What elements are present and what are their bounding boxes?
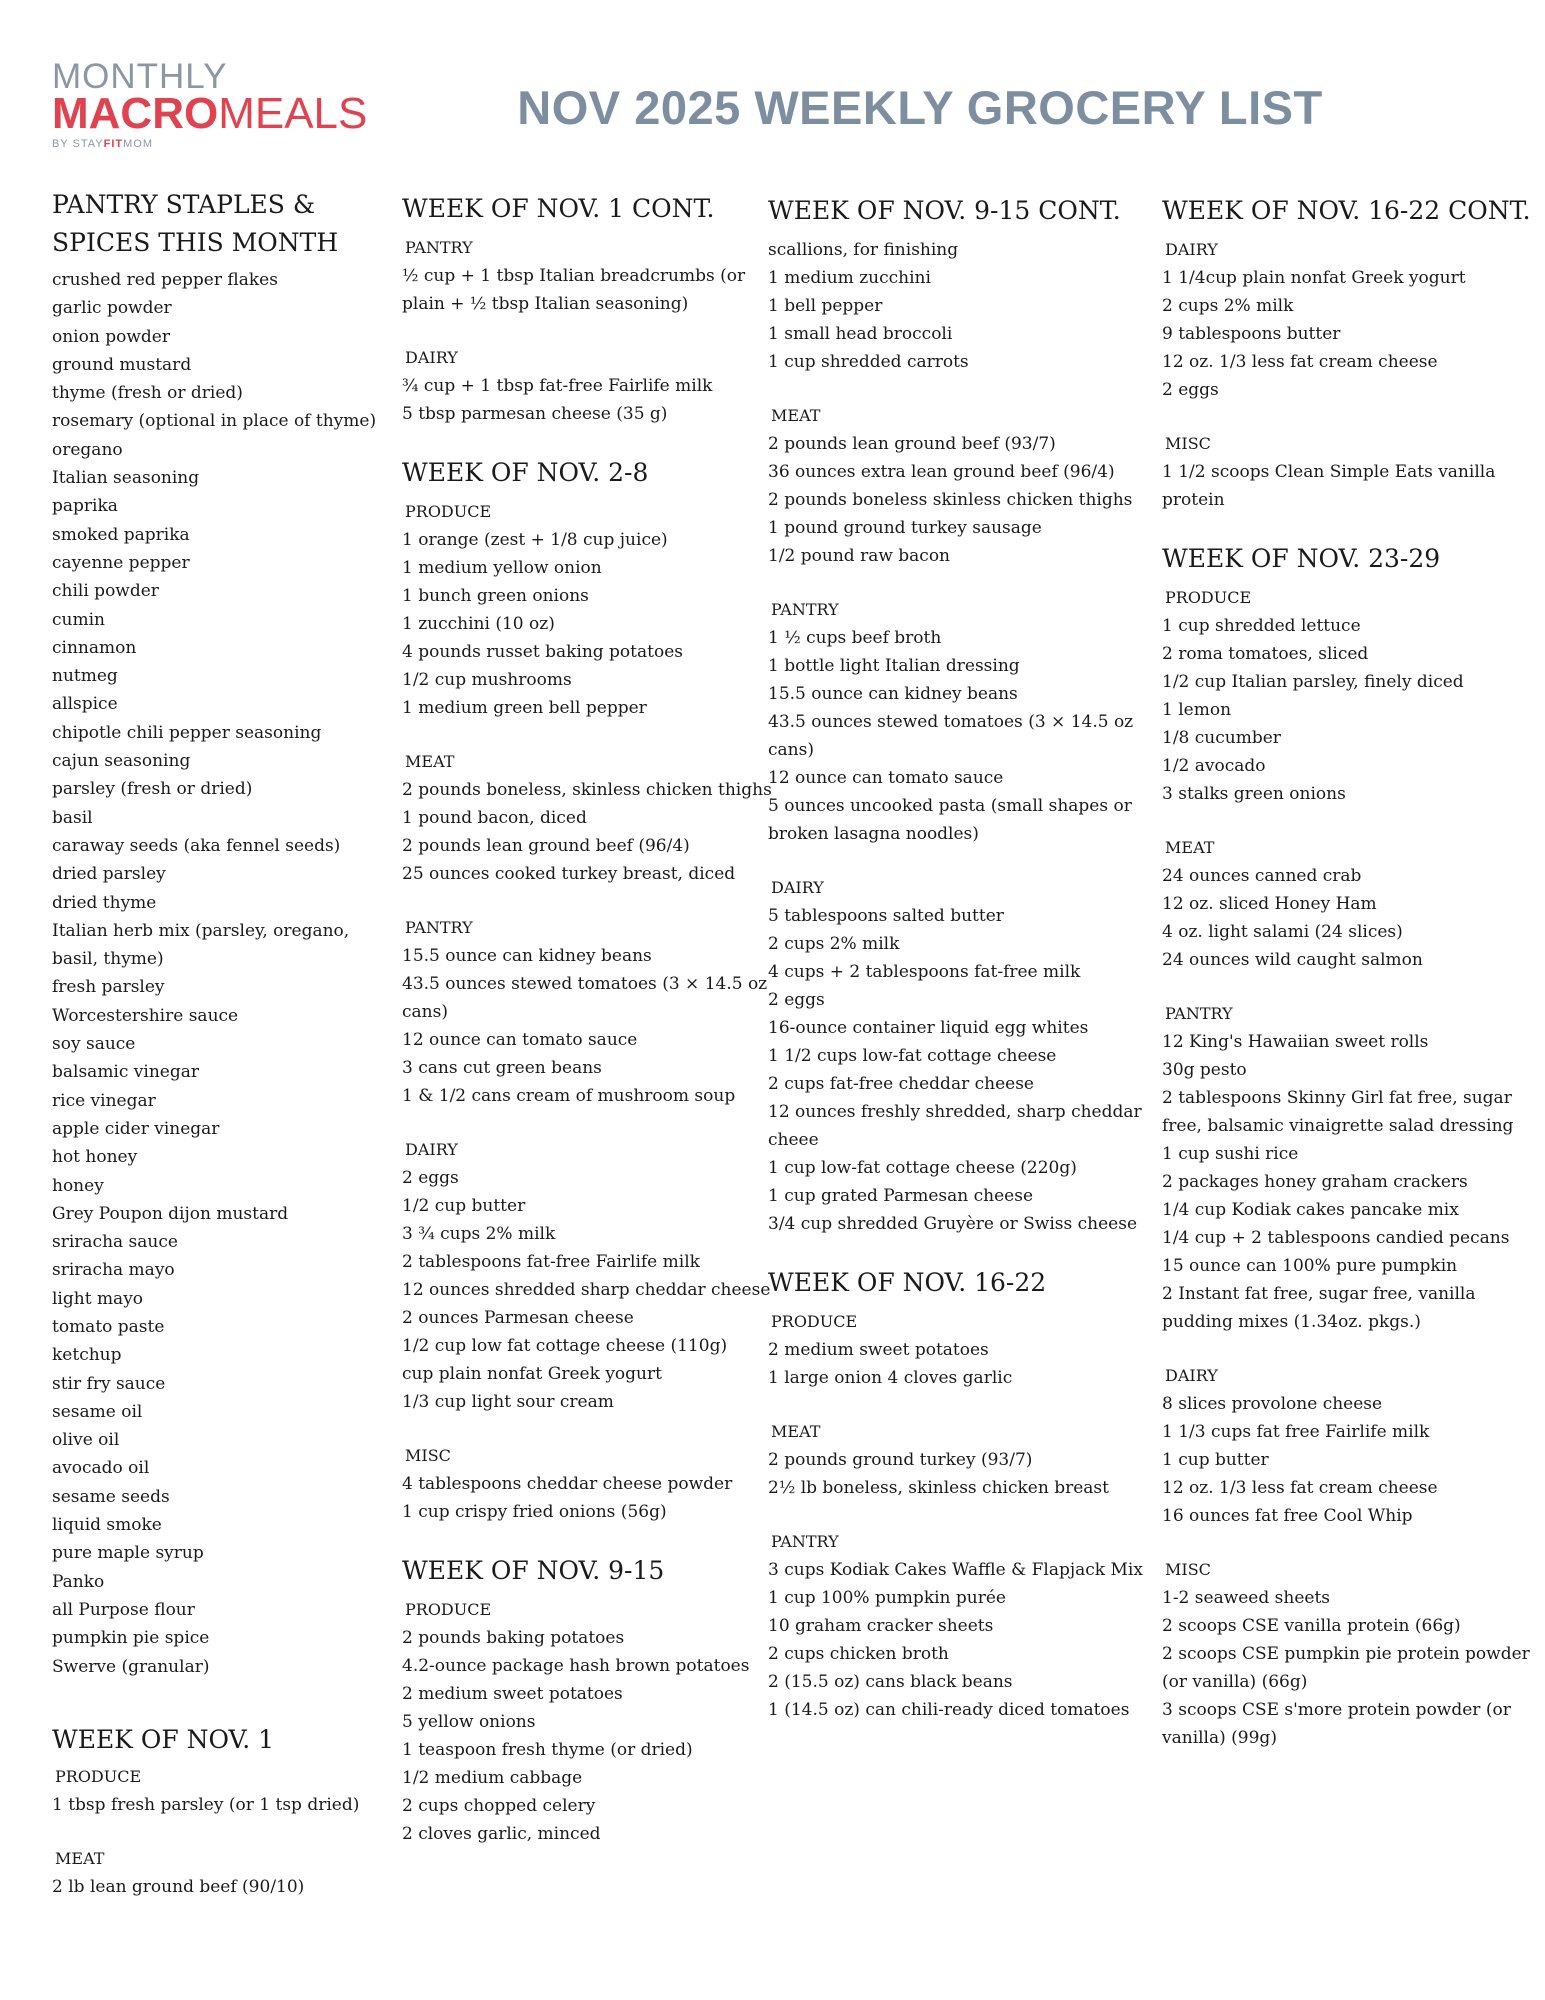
grocery-item: sesame oil xyxy=(52,1401,143,1422)
grocery-item: caraway seeds (aka fennel seeds) xyxy=(52,835,341,856)
category-group xyxy=(402,914,772,1110)
grocery-item: 2 cups 2% milk xyxy=(768,934,900,954)
category-group xyxy=(1162,1000,1542,1336)
grocery-item: 1 teaspoon fresh thyme (or dried) xyxy=(402,1740,693,1760)
category-group xyxy=(1162,430,1542,514)
category-label: PRODUCE xyxy=(405,1600,492,1619)
grocery-item: ketchup xyxy=(52,1345,122,1366)
grocery-item: 3/4 cup shredded Gruyère or Swiss cheese xyxy=(768,1214,1138,1234)
grocery-item: 16-ounce container liquid egg whites xyxy=(768,1018,1089,1038)
grocery-item: 2½ lb boneless, skinless chicken breast xyxy=(768,1478,1109,1498)
grocery-item: 1 ½ cups beef broth xyxy=(768,628,942,648)
category-label: MISC xyxy=(1165,1560,1211,1579)
grocery-item: 2 eggs xyxy=(402,1168,459,1188)
grocery-item: honey xyxy=(52,1175,104,1196)
category-label: DAIRY xyxy=(771,878,824,897)
grocery-item: 1 small head broccoli xyxy=(768,324,953,344)
grocery-item: light mayo xyxy=(52,1288,144,1309)
grocery-item: 8 slices provolone cheese xyxy=(1162,1394,1383,1414)
grocery-item: 5 ounces uncooked pasta (small shapes or broken lasagna noodles) xyxy=(768,796,1132,844)
grocery-item: 1 1/4cup plain nonfat Greek yogurt xyxy=(1162,268,1466,288)
grocery-item: 2 tablespoons Skinny Girl fat free, sugar free, balsamic vinaigrette salad dressing xyxy=(1162,1088,1514,1136)
category-label: PRODUCE xyxy=(1165,588,1252,607)
grocery-item: fresh parsley xyxy=(52,977,165,998)
grocery-item: 1/2 pound raw bacon xyxy=(768,546,951,566)
logo-macromeals: MACROMEALS xyxy=(52,89,368,138)
grocery-item: 4.2-ounce package hash brown potatoes xyxy=(402,1656,750,1676)
category-group xyxy=(768,402,1148,570)
section-heading: WEEK OF NOV. 9-15 CONT. xyxy=(768,196,1121,225)
grocery-item: soy sauce xyxy=(52,1034,136,1055)
grocery-item: pure maple syrup xyxy=(52,1543,204,1564)
grocery-item: 12 King's Hawaiian sweet rolls xyxy=(1162,1032,1429,1052)
category-group xyxy=(768,1528,1148,1724)
grocery-item: balsamic vinegar xyxy=(52,1062,199,1083)
category-group xyxy=(402,344,772,428)
grocery-item: 9 tablespoons butter xyxy=(1162,324,1341,344)
grocery-item: 4 pounds russet baking potatoes xyxy=(402,642,683,662)
grocery-item: 2 (15.5 oz) cans black beans xyxy=(768,1672,1013,1692)
grocery-item: 2 pounds lean ground beef (93/7) xyxy=(768,434,1056,454)
grocery-item: olive oil xyxy=(52,1430,120,1451)
grocery-item: ¾ cup + 1 tbsp fat-free Fairlife milk xyxy=(402,376,713,396)
section-heading: WEEK OF NOV. 16-22 xyxy=(768,1268,1047,1297)
grocery-item: 3 cans cut green beans xyxy=(402,1058,602,1078)
grocery-item: Grey Poupon dijon mustard xyxy=(52,1203,289,1224)
grocery-item: ground mustard xyxy=(52,354,192,375)
grocery-item: 2 ounces Parmesan cheese xyxy=(402,1308,634,1328)
grocery-item: 1 cup shredded lettuce xyxy=(1162,616,1361,636)
grocery-item: 1 cup 100% pumpkin purée xyxy=(768,1588,1006,1608)
grocery-item: 24 ounces canned crab xyxy=(1162,866,1362,886)
grocery-item: 1/2 cup butter xyxy=(402,1196,526,1216)
section-heading: PANTRY STAPLES & SPICES THIS MONTH xyxy=(52,190,339,257)
category-label: DAIRY xyxy=(1165,1366,1218,1385)
grocery-item: thyme (fresh or dried) xyxy=(52,383,243,404)
grocery-item: 43.5 ounces stewed tomatoes (3 × 14.5 oz cans) xyxy=(768,712,1134,760)
grocery-item: 1 zucchini (10 oz) xyxy=(402,614,555,634)
grocery-item: 2 lb lean ground beef (90/10) xyxy=(52,1877,305,1898)
grocery-item: 2 scoops CSE pumpkin pie protein powder (or vanilla) (66g) xyxy=(1162,1644,1530,1692)
grocery-item: 1 cup low-fat cottage cheese (220g) xyxy=(768,1158,1077,1178)
grocery-item: 2 scoops CSE vanilla protein (66g) xyxy=(1162,1616,1461,1636)
grocery-item: 15 ounce can 100% pure pumpkin xyxy=(1162,1256,1458,1276)
grocery-item: 2 cups fat-free cheddar cheese xyxy=(768,1074,1034,1094)
grocery-item: 1/2 cup Italian parsley, finely diced xyxy=(1162,672,1464,692)
grocery-item: 12 oz. 1/3 less fat cream cheese xyxy=(1162,352,1438,372)
grocery-item: 1 cup sushi rice xyxy=(1162,1144,1299,1164)
grocery-item: 1 cup butter xyxy=(1162,1450,1269,1470)
grocery-item: allspice xyxy=(52,694,118,715)
grocery-item: 1/2 cup low fat cottage cheese (110g) xyxy=(402,1336,728,1356)
grocery-item: paprika xyxy=(52,496,118,517)
grocery-item: 25 ounces cooked turkey breast, diced xyxy=(402,864,736,884)
grocery-item: hot honey xyxy=(52,1147,138,1168)
grocery-item: rosemary (optional in place of thyme) xyxy=(52,411,377,432)
grocery-item: garlic powder xyxy=(52,298,172,319)
grocery-item: cayenne pepper xyxy=(52,552,190,573)
grocery-item: sesame seeds xyxy=(52,1486,170,1507)
grocery-item: 43.5 ounces stewed tomatoes (3 × 14.5 oz cans) xyxy=(402,974,768,1022)
grocery-item: Panko xyxy=(52,1571,105,1592)
grocery-item: rice vinegar xyxy=(52,1090,156,1111)
grocery-item: 1 1/2 cups low-fat cottage cheese xyxy=(768,1046,1057,1066)
grocery-item: 15.5 ounce can kidney beans xyxy=(768,684,1018,704)
grocery-item: dried parsley xyxy=(52,864,166,885)
grocery-item: sriracha sauce xyxy=(52,1232,178,1253)
category-group xyxy=(1162,236,1542,404)
grocery-item: Swerve (granular) xyxy=(52,1656,210,1677)
grocery-item: 36 ounces extra lean ground beef (96/4) xyxy=(768,462,1115,482)
category-label: MEAT xyxy=(405,752,455,771)
grocery-item: 1 lemon xyxy=(1162,700,1232,720)
grocery-item: sriracha mayo xyxy=(52,1260,175,1281)
grocery-item: 2 packages honey graham crackers xyxy=(1162,1172,1468,1192)
grocery-item: 1 cup crispy fried onions (56g) xyxy=(402,1502,667,1522)
category-group xyxy=(1162,834,1542,974)
category-label: MISC xyxy=(405,1446,451,1465)
grocery-item: Italian herb mix (parsley, oregano, basil, thyme) xyxy=(52,920,350,970)
category-group xyxy=(402,498,772,722)
grocery-item: 2 roma tomatoes, sliced xyxy=(1162,644,1369,664)
section-heading: WEEK OF NOV. 2-8 xyxy=(402,458,649,487)
category-group xyxy=(768,1308,1148,1392)
logo-byline: BY STAYFITMOM xyxy=(52,138,154,150)
grocery-item: cinnamon xyxy=(52,637,137,658)
category-label: DAIRY xyxy=(405,1140,458,1159)
grocery-item: 1/2 medium cabbage xyxy=(402,1768,583,1788)
category-label: PRODUCE xyxy=(405,502,492,521)
grocery-item: dried thyme xyxy=(52,892,157,913)
grocery-item: 1 1/3 cups fat free Fairlife milk xyxy=(1162,1422,1430,1442)
grocery-item: 12 ounce can tomato sauce xyxy=(768,768,1004,788)
grocery-item: onion powder xyxy=(52,326,170,347)
grocery-item: scallions, for finishing xyxy=(768,240,959,260)
grocery-item: 1 cup shredded carrots xyxy=(768,352,969,372)
category-label: PANTRY xyxy=(1165,1004,1233,1023)
grocery-item: Italian seasoning xyxy=(52,468,200,489)
grocery-item: ½ cup + 1 tbsp Italian breadcrumbs (or plain + ½ tbsp Italian seasoning) xyxy=(402,266,746,314)
week-section xyxy=(402,1552,772,1848)
grocery-item: 2 eggs xyxy=(1162,380,1219,400)
grocery-item: 2 pounds ground turkey (93/7) xyxy=(768,1450,1033,1470)
grocery-item: stir fry sauce xyxy=(52,1373,166,1394)
category-label: PANTRY xyxy=(405,238,473,257)
week-section xyxy=(768,1264,1148,1724)
grocery-item: 12 ounces freshly shredded, sharp cheddar cheee xyxy=(768,1102,1142,1150)
grocery-item: 1 tbsp fresh parsley (or 1 tsp dried) xyxy=(52,1794,360,1815)
grocery-item: 4 cups + 2 tablespoons fat-free milk xyxy=(768,962,1081,982)
category-group xyxy=(52,1845,392,1901)
grocery-item: avocado oil xyxy=(52,1458,150,1479)
category-label: MEAT xyxy=(771,406,821,425)
grocery-item: 12 ounce can tomato sauce xyxy=(402,1030,638,1050)
grocery-item: 2 cups chopped celery xyxy=(402,1796,596,1816)
category-label: PANTRY xyxy=(771,1532,839,1551)
grocery-item: smoked paprika xyxy=(52,524,190,545)
category-label: DAIRY xyxy=(1165,240,1218,259)
grocery-item: basil xyxy=(52,807,93,828)
grocery-item: 2 cups chicken broth xyxy=(768,1644,949,1664)
column-3 xyxy=(768,192,1148,1750)
week-section xyxy=(402,190,772,428)
grocery-item: 2 tablespoons fat-free Fairlife milk xyxy=(402,1252,700,1272)
brand-logo xyxy=(52,57,382,150)
grocery-item: 4 oz. light salami (24 slices) xyxy=(1162,922,1403,942)
grocery-item: 1 bell pepper xyxy=(768,296,883,316)
grocery-item: 1 cup grated Parmesan cheese xyxy=(768,1186,1034,1206)
grocery-item: chipotle chili pepper seasoning xyxy=(52,722,322,743)
grocery-item: 2 pounds boneless, skinless chicken thighs xyxy=(402,780,772,800)
grocery-item: 24 ounces wild caught salmon xyxy=(1162,950,1423,970)
grocery-item: 2 medium sweet potatoes xyxy=(768,1340,989,1360)
week-section xyxy=(402,454,772,1526)
grocery-item: 1 bunch green onions xyxy=(402,586,589,606)
grocery-item: 1 1/2 scoops Clean Simple Eats vanilla protein xyxy=(1162,462,1496,510)
section-heading: WEEK OF NOV. 1 xyxy=(52,1724,275,1754)
category-label: PRODUCE xyxy=(55,1766,142,1786)
category-label: PANTRY xyxy=(405,918,473,937)
category-group xyxy=(402,1136,772,1416)
section-heading: WEEK OF NOV. 23-29 xyxy=(1162,544,1441,573)
column-1 xyxy=(52,186,392,1927)
category-label: DAIRY xyxy=(405,348,458,367)
grocery-item: oregano xyxy=(52,439,123,460)
grocery-item: 1 large onion 4 cloves garlic xyxy=(768,1368,1013,1388)
grocery-item: 1 medium yellow onion xyxy=(402,558,602,578)
grocery-item: 3 stalks green onions xyxy=(1162,784,1346,804)
section-heading: WEEK OF NOV. 16-22 CONT. xyxy=(1162,196,1531,225)
category-group xyxy=(768,236,1148,376)
category-group xyxy=(402,1596,772,1848)
grocery-item: all Purpose flour xyxy=(52,1599,195,1620)
grocery-item: 3 ¾ cups 2% milk xyxy=(402,1224,556,1244)
grocery-item: apple cider vinegar xyxy=(52,1118,220,1139)
grocery-item: 2 cloves garlic, minced xyxy=(402,1824,601,1844)
grocery-item: 12 oz. sliced Honey Ham xyxy=(1162,894,1377,914)
grocery-item: 3 cups Kodiak Cakes Waffle & Flapjack Mix xyxy=(768,1560,1143,1580)
week-section xyxy=(1162,192,1542,514)
grocery-item: cup plain nonfat Greek yogurt xyxy=(402,1364,662,1384)
week-section xyxy=(52,186,392,1681)
grocery-item: 1/3 cup light sour cream xyxy=(402,1392,614,1412)
category-group xyxy=(402,748,772,888)
grocery-item: parsley (fresh or dried) xyxy=(52,779,253,800)
category-group xyxy=(768,1418,1148,1502)
grocery-item: 1/4 cup + 2 tablespoons candied pecans xyxy=(1162,1228,1510,1248)
category-group xyxy=(402,234,772,318)
grocery-item: 5 tablespoons salted butter xyxy=(768,906,1004,926)
category-group xyxy=(52,1763,392,1819)
category-group xyxy=(768,874,1148,1238)
category-label: MEAT xyxy=(771,1422,821,1441)
category-label: PRODUCE xyxy=(771,1312,858,1331)
category-group xyxy=(52,266,392,1681)
grocery-item: 1/4 cup Kodiak cakes pancake mix xyxy=(1162,1200,1459,1220)
grocery-item: 1-2 seaweed sheets xyxy=(1162,1588,1331,1608)
category-group xyxy=(1162,1362,1542,1530)
category-label: MEAT xyxy=(1165,838,1215,857)
grocery-item: 1 & 1/2 cans cream of mushroom soup xyxy=(402,1086,736,1106)
category-group xyxy=(402,1442,772,1526)
grocery-item: 1/2 avocado xyxy=(1162,756,1266,776)
grocery-item: pumpkin pie spice xyxy=(52,1628,210,1649)
grocery-item: liquid smoke xyxy=(52,1515,162,1536)
grocery-item: 1/8 cucumber xyxy=(1162,728,1281,748)
category-label: MEAT xyxy=(55,1849,105,1869)
grocery-item: 5 tbsp parmesan cheese (35 g) xyxy=(402,404,668,424)
grocery-item: 12 ounces shredded sharp cheddar cheese xyxy=(402,1280,771,1300)
grocery-item: 2 Instant fat free, sugar free, vanilla pudding mixes (1.34oz. pkgs.) xyxy=(1162,1284,1476,1332)
column-2 xyxy=(402,190,772,1874)
grocery-item: 1 medium green bell pepper xyxy=(402,698,647,718)
page-title: NOV 2025 WEEKLY GROCERY LIST xyxy=(517,81,1323,134)
grocery-item: 1 medium zucchini xyxy=(768,268,931,288)
grocery-item: 1 (14.5 oz) can chili-ready diced tomatoes xyxy=(768,1700,1130,1720)
grocery-item: 3 scoops CSE s'more protein powder (or vanilla) (99g) xyxy=(1162,1700,1511,1748)
grocery-item: cumin xyxy=(52,609,105,630)
category-group xyxy=(1162,584,1542,808)
grocery-item: 2 pounds lean ground beef (96/4) xyxy=(402,836,690,856)
grocery-item: 2 pounds baking potatoes xyxy=(402,1628,625,1648)
grocery-item: 12 oz. 1/3 less fat cream cheese xyxy=(1162,1478,1438,1498)
grocery-item: 2 medium sweet potatoes xyxy=(402,1684,623,1704)
week-section xyxy=(1162,540,1542,1752)
grocery-item: 2 eggs xyxy=(768,990,825,1010)
section-heading: WEEK OF NOV. 9-15 xyxy=(402,1556,665,1585)
grocery-item: nutmeg xyxy=(52,666,118,687)
grocery-item: 4 tablespoons cheddar cheese powder xyxy=(402,1474,733,1494)
grocery-item: 1 bottle light Italian dressing xyxy=(768,656,1020,676)
grocery-item: Worcestershire sauce xyxy=(52,1005,239,1026)
grocery-item: tomato paste xyxy=(52,1316,165,1337)
grocery-item: 30g pesto xyxy=(1162,1060,1247,1080)
grocery-item: 2 cups 2% milk xyxy=(1162,296,1294,316)
category-group xyxy=(1162,1556,1542,1752)
grocery-item: 16 ounces fat free Cool Whip xyxy=(1162,1506,1413,1526)
grocery-item: 1 orange (zest + 1/8 cup juice) xyxy=(402,530,668,550)
grocery-item: 1 pound ground turkey sausage xyxy=(768,518,1042,538)
category-group xyxy=(768,596,1148,848)
category-label: MISC xyxy=(1165,434,1211,453)
grocery-item: 1 pound bacon, diced xyxy=(402,808,587,828)
grocery-item: cajun seasoning xyxy=(52,751,191,772)
logo-monthly: MONTHLY xyxy=(52,57,228,96)
grocery-item: 5 yellow onions xyxy=(402,1712,536,1732)
grocery-item: 1/2 cup mushrooms xyxy=(402,670,572,690)
column-4 xyxy=(1162,192,1542,1778)
grocery-item: 15.5 ounce can kidney beans xyxy=(402,946,652,966)
category-label: PANTRY xyxy=(771,600,839,619)
grocery-item: chili powder xyxy=(52,581,159,602)
section-heading: WEEK OF NOV. 1 CONT. xyxy=(402,194,715,223)
grocery-item: 10 graham cracker sheets xyxy=(768,1616,994,1636)
grocery-item: crushed red pepper flakes xyxy=(52,270,278,290)
week-section xyxy=(52,1721,392,1902)
grocery-item: 2 pounds boneless skinless chicken thighs xyxy=(768,490,1133,510)
week-section xyxy=(768,192,1148,1238)
